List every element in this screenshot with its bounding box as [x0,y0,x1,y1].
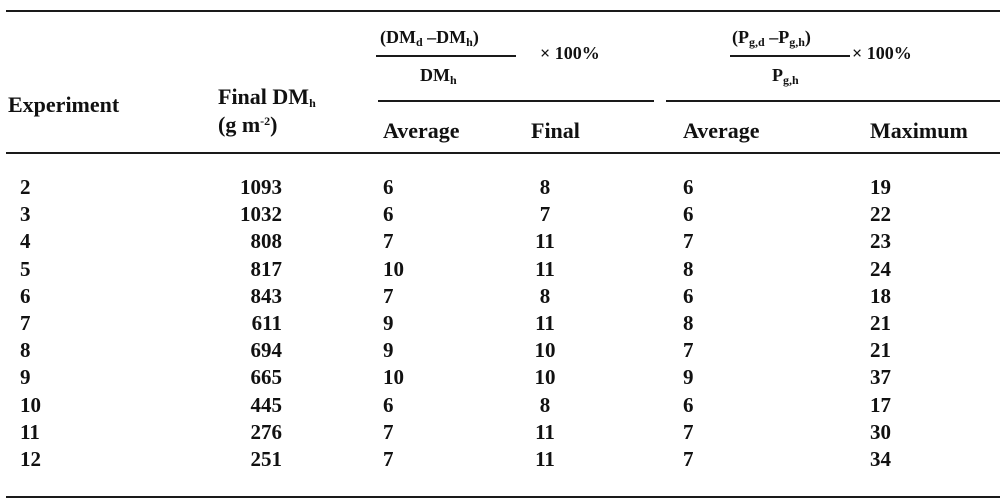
group1-fraction-bar [376,55,516,57]
cell-experiment: 12 [20,447,41,471]
cell-p-average: 7 [683,338,694,363]
table-top-rule [6,10,1000,12]
cell-experiment: 9 [20,365,31,390]
cell-dm-average: 10 [383,256,404,281]
cell-dm-average: 6 [383,392,394,417]
cell-dm-final: 8 [539,283,551,308]
cell-p-average: 7 [683,419,694,444]
cell-p-maximum: 30 [870,419,891,444]
final-dm-sub: h [309,96,316,110]
cell-dm-final: 8 [539,392,551,417]
cell-dm-average: 9 [383,311,394,335]
cell-final-dm: 665 [250,365,282,390]
cell-dm-average: 6 [383,175,394,199]
experiment-header: Experiment [8,92,120,117]
table-row [0,229,1002,253]
cell-final-dm: 694 [250,338,282,363]
group2-rule [666,100,1000,102]
table-row [0,284,1002,308]
cell-dm-final: 8 [539,175,551,199]
cell-final-dm: 808 [250,229,282,254]
cell-p-average: 6 [683,175,694,199]
group1-average-header: Average [383,118,460,143]
cell-final-dm: 445 [250,392,282,417]
table-row [0,393,1002,417]
cell-final-dm: 843 [250,283,282,308]
cell-p-maximum: 24 [870,256,891,281]
group2-factor: × 100% [852,43,912,63]
cell-dm-final: 11 [535,256,555,281]
cell-p-average: 9 [683,365,694,390]
cell-dm-average: 6 [383,202,394,227]
group1-denominator: $DM_h$ [420,65,457,87]
cell-final-dm: 1093 [240,175,282,199]
cell-experiment: 7 [20,311,31,335]
cell-experiment: 10 [20,392,41,417]
group1-numerator: ($DM_d$ $-DM_h$) [380,27,479,49]
group2-numerator: ($P_{g,d}$ $-P_{g,h}$) [732,27,811,49]
cell-dm-final: 11 [535,229,555,254]
cell-dm-average: 7 [383,229,394,254]
table-row [0,420,1002,444]
cell-p-maximum: 21 [870,338,891,363]
table-bottom-rule [6,496,1000,498]
cell-dm-final: 7 [539,202,551,227]
final-dm-unit: (g $m^{-2}$) [218,112,278,137]
cell-p-average: 8 [683,311,694,335]
cell-p-maximum: 19 [870,175,891,199]
cell-p-average: 6 [683,283,694,308]
cell-dm-average: 7 [383,283,394,308]
group1-rule [378,100,654,102]
table-row [0,447,1002,471]
table-row [0,365,1002,389]
cell-p-maximum: 18 [870,283,891,308]
cell-dm-final: 11 [535,447,555,471]
table-row [0,311,1002,335]
cell-experiment: 6 [20,283,31,308]
cell-final-dm: 276 [250,419,282,444]
cell-dm-final: 10 [534,338,556,363]
group1-final-header: Final [531,118,580,143]
cell-p-maximum: 21 [870,311,891,335]
group2-denominator: $P_{g,h}$ [772,65,799,87]
final-dm-label: Final DM [218,84,310,109]
final-dm-header [218,86,316,109]
cell-experiment: 11 [20,419,40,444]
table-row [0,257,1002,281]
cell-dm-final: 11 [535,419,555,444]
cell-dm-final: 10 [534,365,556,390]
group2-fraction-bar [730,55,850,57]
table-row [0,202,1002,226]
cell-p-average: 6 [683,392,694,417]
cell-experiment: 8 [20,338,31,363]
cell-dm-final: 11 [535,311,555,335]
table-row [0,175,1002,199]
cell-p-maximum: 23 [870,229,891,254]
cell-p-average: 8 [683,256,694,281]
cell-p-maximum: 34 [870,447,891,471]
cell-final-dm: 611 [251,311,282,335]
cell-final-dm: 1032 [240,202,282,227]
cell-dm-average: 10 [383,365,404,390]
cell-p-maximum: 37 [870,365,891,390]
cell-experiment: 3 [20,202,31,227]
cell-dm-average: 7 [383,447,394,471]
cell-experiment: 2 [20,175,31,199]
cell-p-average: 6 [683,202,694,227]
group1-factor: × 100% [540,43,600,63]
header-bottom-rule [6,152,1000,154]
cell-final-dm: 251 [250,447,282,471]
cell-p-average: 7 [683,447,694,471]
cell-experiment: 5 [20,256,31,281]
cell-dm-average: 7 [383,419,394,444]
cell-p-maximum: 17 [870,392,891,417]
table-row [0,338,1002,362]
cell-final-dm: 817 [250,256,282,281]
group2-maximum-header: Maximum [870,118,968,143]
cell-p-maximum: 22 [870,202,891,227]
group2-average-header: Average [683,118,760,143]
cell-dm-average: 9 [383,338,394,363]
cell-experiment: 4 [20,229,31,254]
cell-p-average: 7 [683,229,694,254]
